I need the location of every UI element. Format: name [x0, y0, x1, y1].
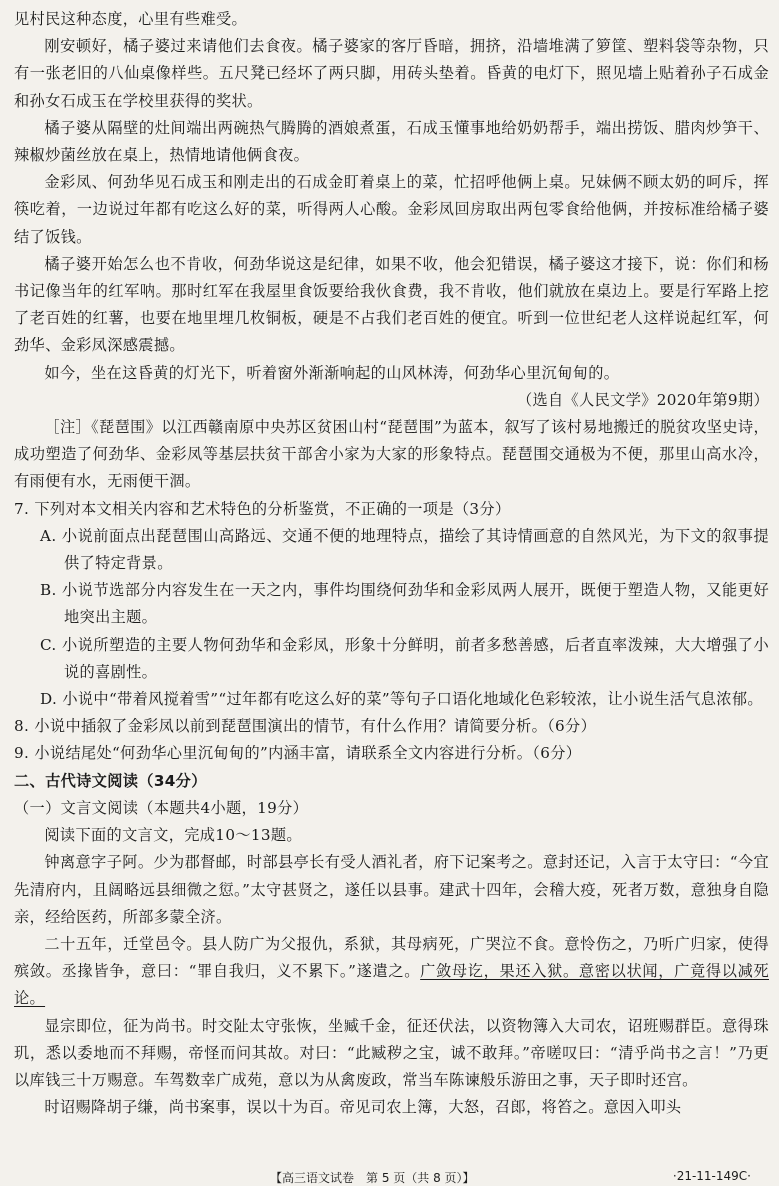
text-paragraph — [14, 169, 769, 251]
text-paragraph — [14, 713, 769, 740]
paragraph-text: 时诏赐降胡子缣，尚书案事，误以十为百。帝见司农上簿，大怒，召郎，将笞之。意因入叩头 — [44, 1098, 682, 1117]
text-paragraph — [14, 251, 769, 360]
text-paragraph — [14, 1094, 769, 1121]
text-paragraph — [14, 523, 769, 577]
text-paragraph — [14, 577, 769, 631]
paragraph-text: 显宗即位，征为尚书。时交阯太守张恢，坐臧千金，征还伏法，以资物簿入大司农，诏班赐群臣。意得珠玑，悉以委地而不拜赐，帝怪而问其故。对曰：“此臧秽之宝，诚不敢拜。”帝嗟叹曰：“清乎尚书之言！”乃更以库钱三十万赐意。车驾数幸广成苑，意以为从禽废政，常当车陈谏般乐游田之事，天子即时还宫。 — [14, 1016, 769, 1089]
paragraph-text: 如今，坐在这昏黄的灯光下，听着窗外渐渐响起的山风林涛，何劲华心里沉甸甸的。 — [44, 363, 620, 382]
underlined-sentence: 广敛母讫，果还入狱。意密以状闻，广竟得以减死论。 — [14, 962, 769, 1008]
footer-paper-code: ·21-11-149C· — [672, 1169, 751, 1183]
text-paragraph — [14, 740, 769, 767]
paragraph-text: 金彩凤、何劲华见石成玉和刚走出的石成金盯着桌上的菜，忙招呼他俩上桌。兄妹俩不顾太奶的呵斥，挥筷吃着，一边说过年都有吃这么好的菜，听得两人心酸。金彩凤回房取出两包零食给他俩，并按标准给橘子婆结了饭钱。 — [14, 173, 769, 246]
text-paragraph — [14, 849, 769, 931]
text-paragraph — [14, 822, 769, 849]
paragraph-text: 见村民这种态度，心里有些难受。 — [14, 10, 248, 28]
text-paragraph — [14, 632, 769, 686]
paragraph-text: 7. 下列对本文相关内容和艺术特色的分析鉴赏，不正确的一项是（3分） — [14, 499, 511, 518]
paragraph-text: C. 小说所塑造的主要人物何劲华和金彩凤，形象十分鲜明，前者多愁善感，后者直率泼辣，大大增强了小说的喜剧性。 — [40, 635, 769, 681]
paragraph-text: D. 小说中“带着风搅着雪”“过年都有吃这么好的菜”等句子口语化地域化色彩较浓，让小说生活气息浓郁。 — [40, 690, 763, 709]
body-text — [14, 6, 769, 1121]
paragraph-text: ［注］《琵琶围》以江西赣南原中央苏区贫困山村“琵琶围”为蓝本，叙写了该村易地搬迁的脱贫攻坚史诗，成功塑造了何劲华、金彩凤等基层扶贫干部舍小家为大家的形象特点。琵琶围交通极为不便，那里山高水冷，有雨便有水，无雨便干涸。 — [14, 418, 769, 491]
text-paragraph — [14, 414, 769, 496]
text-paragraph — [14, 6, 769, 33]
footer-page-label: 【高三语文试卷 第 5 页（共 8 页）】 — [270, 1171, 475, 1185]
text-paragraph — [14, 33, 769, 115]
paragraph-text: 二、古代诗文阅读（34分） — [14, 771, 207, 790]
paragraph-text: B. 小说节选部分内容发生在一天之内，事件均围绕何劲华和金彩凤两人展开，既便于塑造人物，又能更好地突出主题。 — [40, 581, 769, 627]
text-paragraph — [14, 360, 769, 387]
paragraph-text: 阅读下面的文言文，完成10～13题。 — [44, 826, 302, 845]
text-paragraph — [14, 1013, 769, 1095]
paragraph-text: （一）文言文阅读（本题共4小题，19分） — [14, 798, 309, 817]
paragraph-text: 刚安顿好，橘子婆过来请他们去食夜。橘子婆家的客厅昏暗，拥挤，沿墙堆满了箩筐、塑料袋等杂物，只有一张老旧的八仙桌像样些。五尺凳已经坏了两只脚，用砖头垫着。昏黄的电灯下，照见墙上贴着孙子石成金和孙女石成玉在学校里获得的奖状。 — [14, 37, 769, 110]
text-paragraph — [14, 496, 769, 523]
paragraph-text: （选自《人民文学》2020年第9期） — [516, 390, 769, 409]
paragraph-text: 橘子婆从隔壁的灶间端出两碗热气腾腾的酒娘煮蛋，石成玉懂事地给奶奶帮手，端出捞饭、腊肉炒笋干、辣椒炒菌丝放在桌上，热情地请他俩食夜。 — [14, 118, 769, 165]
paragraph-text: 橘子婆开始怎么也不肯收，何劲华说这是纪律，如果不收，他会犯错误，橘子婆这才接下，说：你们和杨书记像当年的红军呐。那时红军在我屋里食饭要给我伙食费，我不肯收，他们就放在桌边上。要是行军路上挖了老百姓的红薯，也要在地里埋几枚铜板，硬是不占我们老百姓的便宜。听到一位世纪老人这样说起红军，何劲华、金彩凤深感震撼。 — [14, 254, 769, 355]
paragraph-text: 8. 小说中插叙了金彩凤以前到琵琶围演出的情节，有什么作用？请简要分析。（6分） — [14, 717, 597, 736]
text-paragraph — [14, 686, 769, 713]
text-paragraph — [14, 387, 769, 414]
text-paragraph — [14, 768, 769, 795]
text-paragraph — [14, 795, 769, 822]
text-paragraph — [14, 931, 769, 1013]
paragraph-text: A. 小说前面点出琵琶围山高路远、交通不便的地理特点，描绘了其诗情画意的自然风光，为下文的叙事提供了特定背景。 — [40, 526, 769, 573]
text-paragraph — [14, 115, 769, 169]
paragraph-text: 二十五年，迁堂邑令。县人防广为父报仇，系狱，其母病死，广哭泣不食。意怜伤之，乃听广归家，使得殡敛。丞掾皆争，意曰：“罪自我归，义不累下。”遂遣之。 — [14, 934, 769, 981]
paragraph-text: 钟离意字子阿。少为郡督邮，时部县亭长有受人酒礼者，府下记案考之。意封还记，入言于太守曰：“今宜先清府内，且阔略远县细微之愆。”太守甚贤之，遂任以县事。建武十四年，会稽大疫，死者万数，意独身自隐亲，经给医药，所部多蒙全济。 — [14, 853, 769, 926]
paragraph-text: 9. 小说结尾处“何劲华心里沉甸甸的”内涵丰富，请联系全文内容进行分析。（6分） — [14, 744, 582, 763]
